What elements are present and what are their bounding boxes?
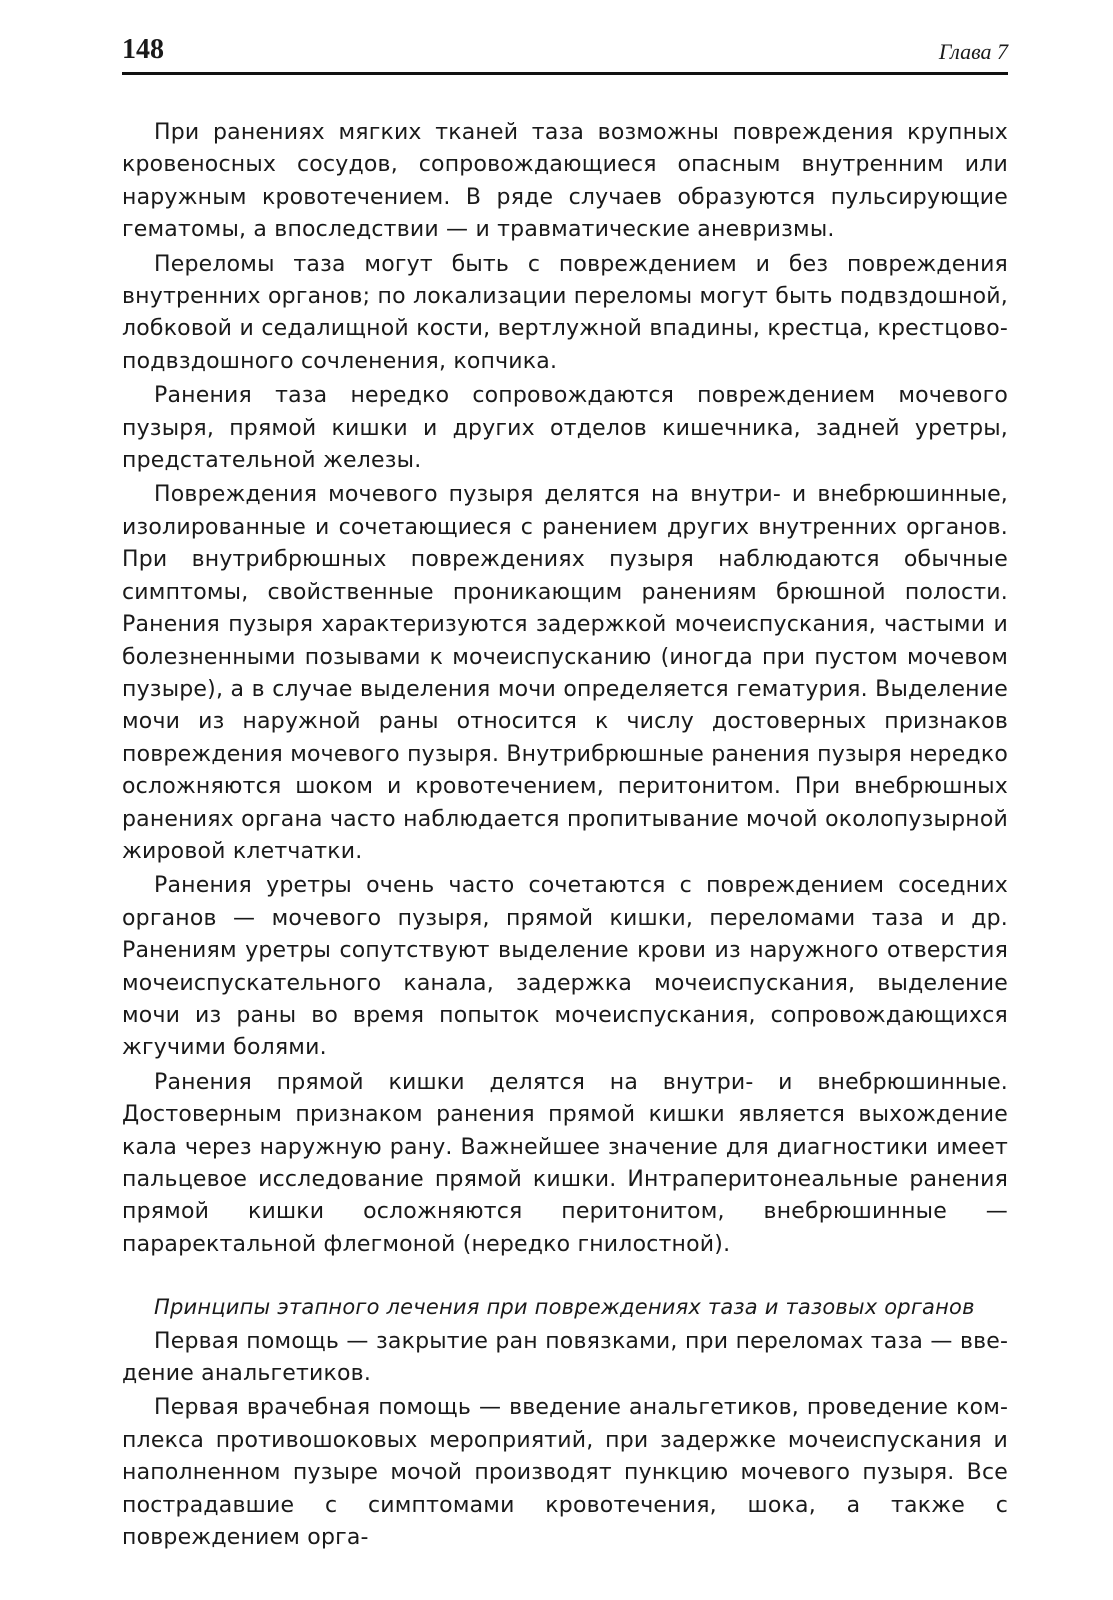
chapter-label: Глава 7 bbox=[938, 39, 1008, 64]
paragraph-pelvic-wounds: Ранения таза нередко сопровождаются повреждением мочевого пузыря, прямой кишки и других отделов кишечника, задней уретры, предстательной железы. bbox=[122, 383, 1008, 474]
paragraph-bladder-injuries: Повреждения мочевого пузыря делятся на внутри- и внебрюшинные, изолированные и сочетающиеся с ранением других внутренних органов. При внутрибрюшных повреждениях пузыря наблюдаются обычные симптомы, свойственные проникающим ранениям брюшной полости. Ранения пузыря характеризуются задержкой мочеиспускания, частыми и болезненными позывами к мочеиспусканию (иногда при пустом мочевом пузыре), а в случае выделения мочи определяется гематурия. Выделение мочи из наружной раны относится к числу достоверных признаков повреждения мочевого пузыря. Внутрибрюшные ранения пузыря нередко осложняются шоком и кровотечением, перитонитом. При внебрюшных ранениях органа часто наблюдается пропитывание мочой околопузырной жировой клетчатки. bbox=[122, 482, 1008, 864]
section-heading: Принципы этапного лечения при повреждениях таза и тазовых органов bbox=[154, 1295, 975, 1320]
paragraph-urethra-injuries: Ранения уретры очень часто сочетаются с повреждением соседних органов — мочевого пузыря, прямой кишки, переломами таза и др. Ранениям уретры сопутствуют выделение крови из наружного отверстия мочеиспускательного канала, задержка мочеиспускания, выделение мочи из раны во время попыток мочеиспускания, сопровождающихся жгучими болями. bbox=[122, 873, 1008, 1061]
running-head bbox=[122, 30, 1008, 75]
page-number: 148 bbox=[122, 34, 164, 65]
paragraph-soft-tissue-wounds: При ранениях мягких тканей таза возможны повреждения крупных кровеносных сосудов, сопровождающиеся опасным внутренним или наружным кровотечением. В ряде случаев образуются пульсирующие гематомы, а впоследствии — и травматические аневризмы. bbox=[122, 120, 1008, 243]
paragraph-first-medical-aid: Первая врачебная помощь — введение анальгетиков, проведение комплекса противошоковых мероприятий, при задержке мочеиспускания и наполненном пузыре мочой производят пункцию мочевого пузыря. Все пострадавшие с симптомами кровотечения, шока, а также с повреждением орга- bbox=[122, 1395, 1008, 1551]
book-page bbox=[122, 30, 1008, 1570]
body-text bbox=[122, 117, 1008, 1554]
paragraph-first-aid: Первая помощь — закрытие ран повязками, при переломах таза — введение анальгетиков. bbox=[122, 1328, 1008, 1387]
paragraph-rectum-injuries: Ранения прямой кишки делятся на внутри- и внебрюшинные. Достоверным признаком ранения прямой кишки является выхождение кала через наружную рану. Важнейшее значение для диагностики имеет пальцевое исследование прямой кишки. Интраперитонеальные ранения прямой кишки осложняются перитонитом, внебрюшинные — параректальной флегмоной (нередко гнилостной). bbox=[122, 1069, 1008, 1257]
paragraph-pelvic-fractures: Переломы таза могут быть с повреждением и без повреждения внутренних органов; по локализации переломы могут быть подвздошной, лобковой и седалищной кости, вертлужной впадины, крестца, крестцово-подвздошного сочленения, копчика. bbox=[122, 251, 1008, 374]
